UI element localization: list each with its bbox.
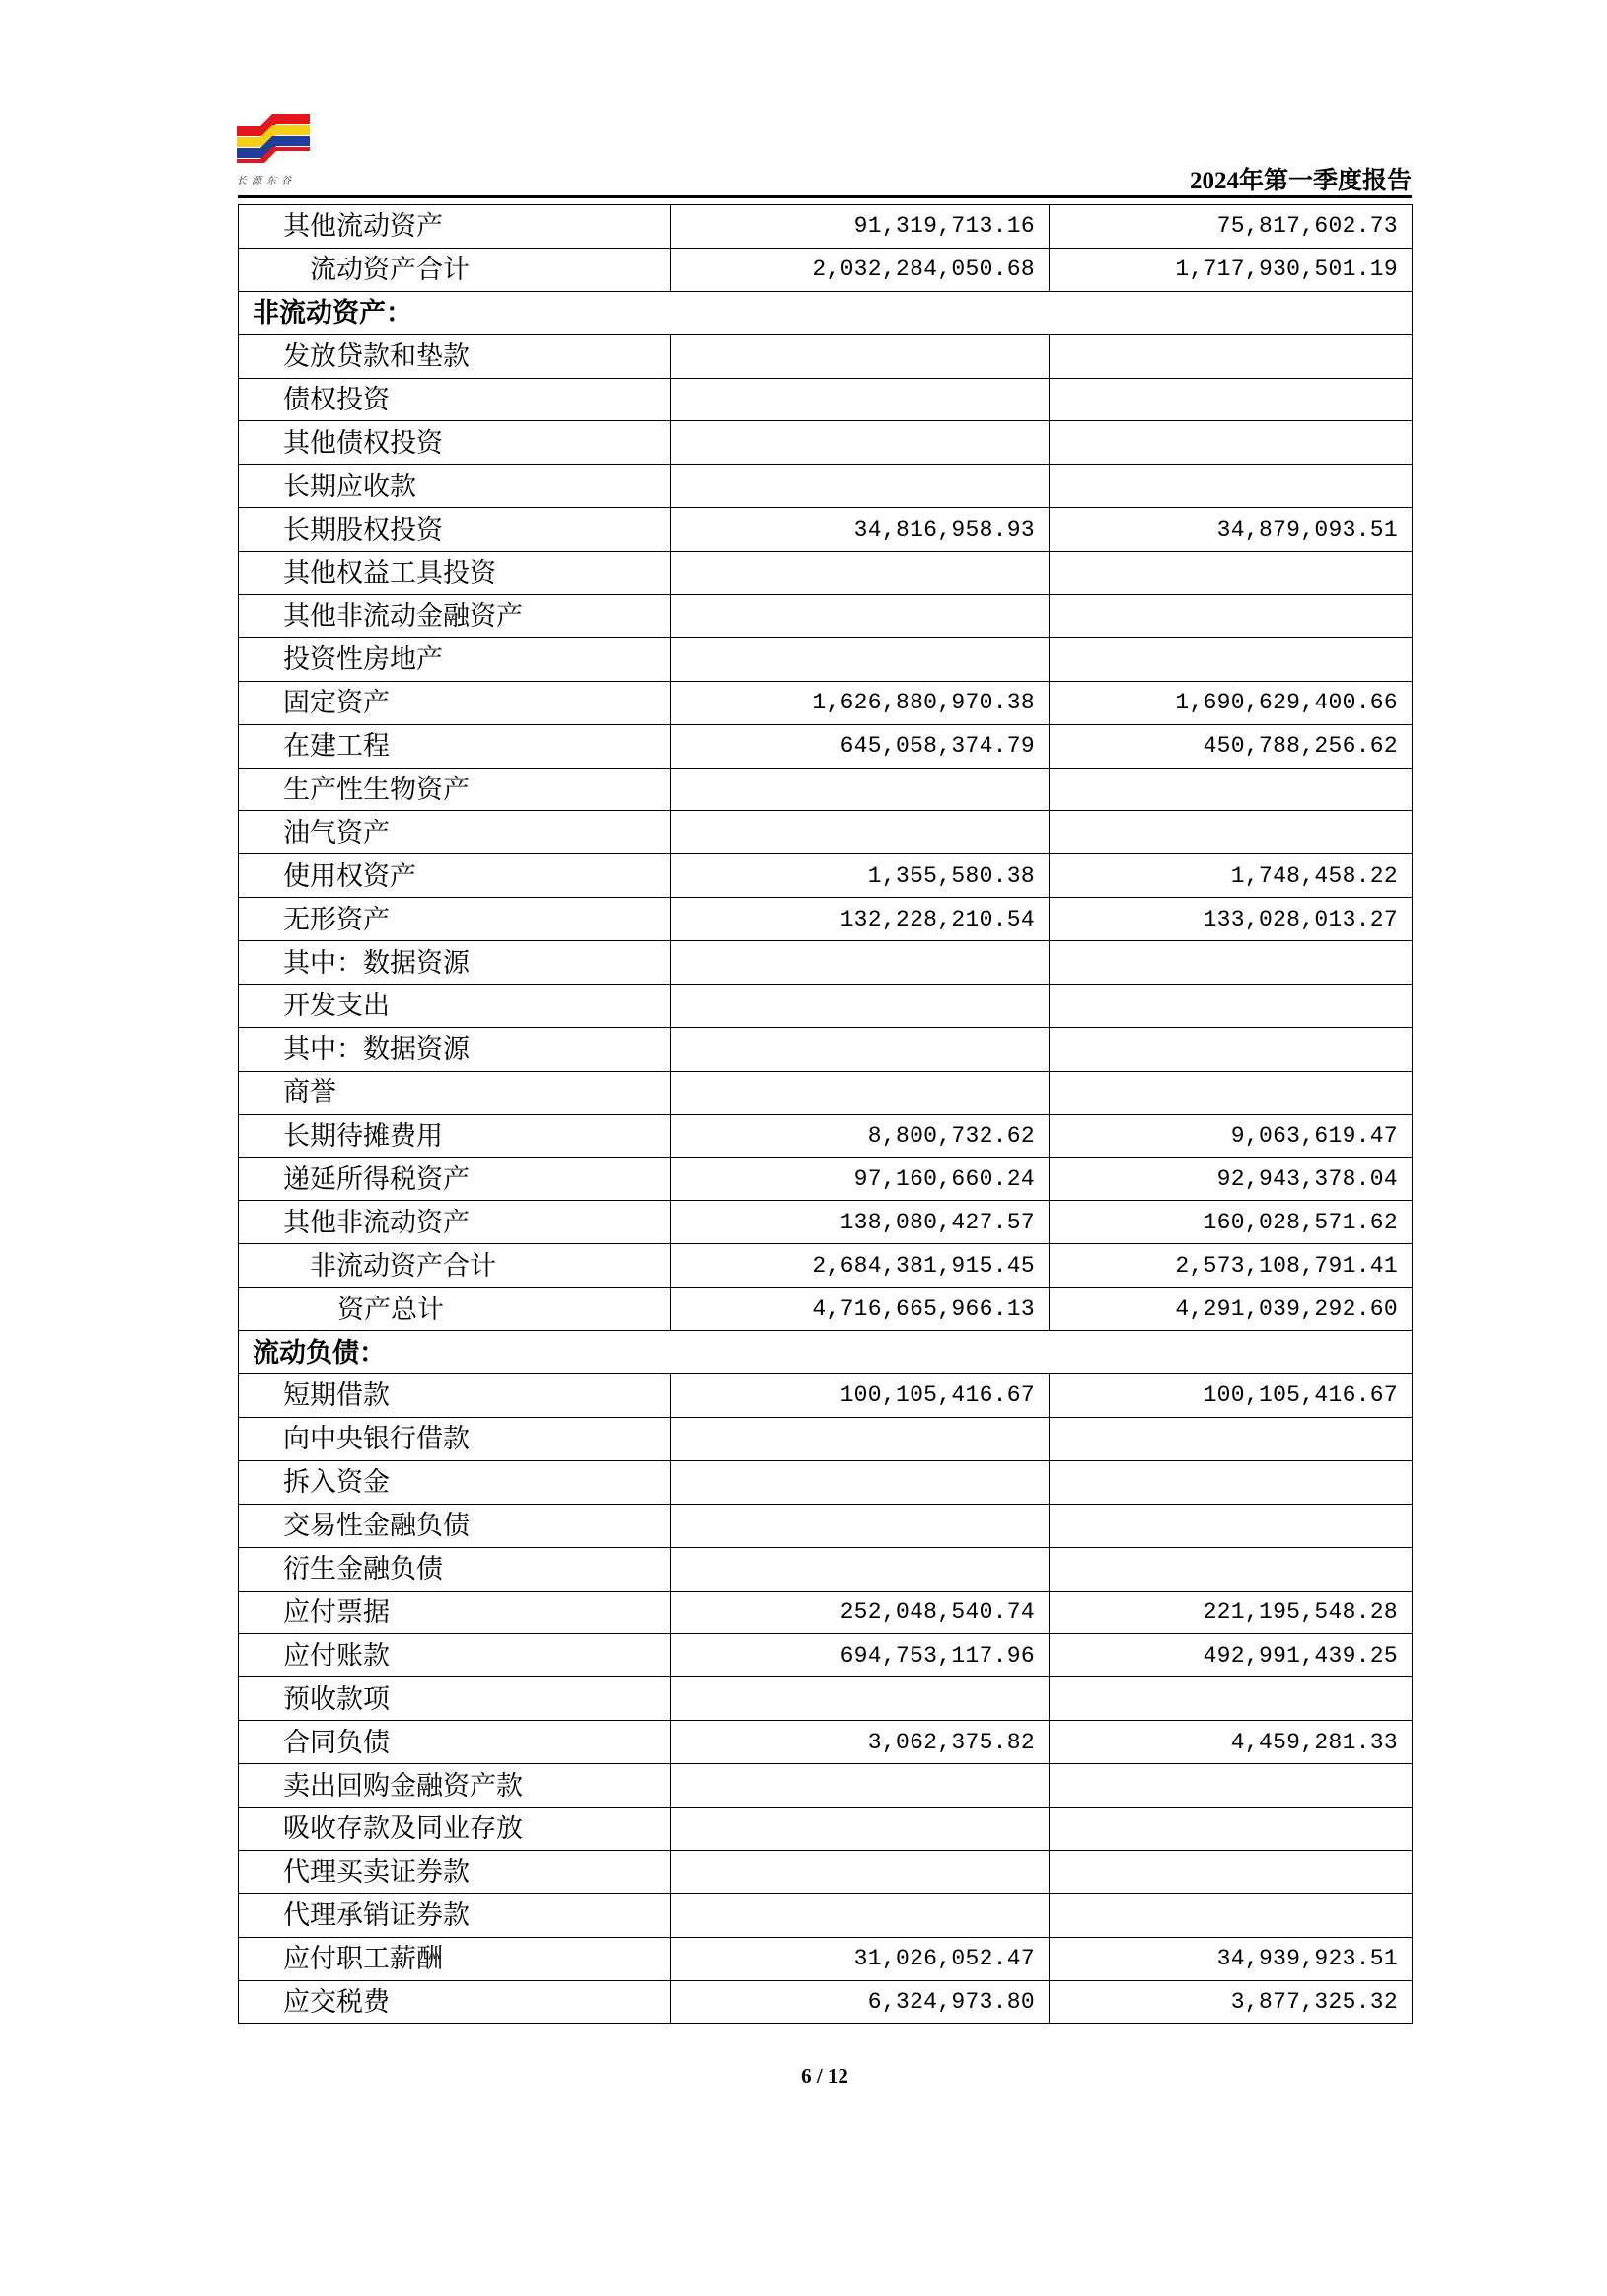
table-row xyxy=(239,465,1413,508)
item-label: 递延所得税资产 xyxy=(239,1157,671,1201)
item-label: 其他债权投资 xyxy=(239,421,671,465)
item-label: 投资性房地产 xyxy=(239,637,671,681)
logo-stripes-icon xyxy=(237,111,310,170)
table-row xyxy=(239,681,1413,724)
prior-period-value: 34,879,093.51 xyxy=(1050,508,1413,552)
current-period-value: 2,032,284,050.68 xyxy=(671,248,1050,291)
table-row xyxy=(239,1071,1413,1114)
current-period-value xyxy=(671,1677,1050,1721)
current-period-value: 6,324,973.80 xyxy=(671,1980,1050,2024)
item-label: 短期借款 xyxy=(239,1374,671,1418)
current-period-value xyxy=(671,552,1050,595)
table-row xyxy=(239,378,1413,421)
prior-period-value xyxy=(1050,1850,1413,1893)
item-label: 其他非流动资产 xyxy=(239,1201,671,1244)
current-period-value: 100,105,416.67 xyxy=(671,1374,1050,1418)
current-period-value: 3,062,375.82 xyxy=(671,1721,1050,1764)
current-period-value: 8,800,732.62 xyxy=(671,1114,1050,1157)
table-row xyxy=(239,1027,1413,1071)
table-row xyxy=(239,595,1413,638)
current-period-value: 252,048,540.74 xyxy=(671,1591,1050,1634)
prior-period-value xyxy=(1050,1677,1413,1721)
current-period-value xyxy=(671,421,1050,465)
table-row xyxy=(239,205,1413,249)
current-period-value xyxy=(671,1460,1050,1504)
item-label: 合同负债 xyxy=(239,1721,671,1764)
prior-period-value: 4,291,039,292.60 xyxy=(1050,1288,1413,1331)
current-period-value xyxy=(671,1027,1050,1071)
prior-period-value xyxy=(1050,465,1413,508)
header-divider xyxy=(238,195,1412,198)
table-row xyxy=(239,898,1413,941)
prior-period-value: 92,943,378.04 xyxy=(1050,1157,1413,1201)
current-period-value xyxy=(671,334,1050,378)
current-period-value xyxy=(671,595,1050,638)
current-period-value: 34,816,958.93 xyxy=(671,508,1050,552)
item-label: 拆入资金 xyxy=(239,1460,671,1504)
current-period-value xyxy=(671,941,1050,985)
table-row xyxy=(239,1157,1413,1201)
current-period-value xyxy=(671,1417,1050,1460)
table-row xyxy=(239,1114,1413,1157)
current-period-value xyxy=(671,1071,1050,1114)
table-row xyxy=(239,1547,1413,1591)
table-row xyxy=(239,811,1413,854)
table-row xyxy=(239,854,1413,898)
table-row xyxy=(239,985,1413,1028)
prior-period-value xyxy=(1050,1504,1413,1547)
current-period-value: 138,080,427.57 xyxy=(671,1201,1050,1244)
prior-period-value: 160,028,571.62 xyxy=(1050,1201,1413,1244)
item-label: 长期待摊费用 xyxy=(239,1114,671,1157)
item-label: 资产总计 xyxy=(239,1288,671,1331)
table-row xyxy=(239,1201,1413,1244)
table-row xyxy=(239,1504,1413,1547)
current-period-value xyxy=(671,1893,1050,1937)
balance-sheet-body xyxy=(239,205,1413,2024)
table-row xyxy=(239,1807,1413,1850)
item-label: 无形资产 xyxy=(239,898,671,941)
current-period-value: 91,319,713.16 xyxy=(671,205,1050,249)
table-row xyxy=(239,1893,1413,1937)
current-period-value xyxy=(671,637,1050,681)
current-period-value: 1,626,880,970.38 xyxy=(671,681,1050,724)
prior-period-value xyxy=(1050,378,1413,421)
prior-period-value: 75,817,602.73 xyxy=(1050,205,1413,249)
table-row xyxy=(239,768,1413,811)
prior-period-value xyxy=(1050,334,1413,378)
subtotal-row xyxy=(239,248,1413,291)
item-label: 其他流动资产 xyxy=(239,205,671,249)
report-title: 2024年第一季度报告 xyxy=(1189,168,1412,194)
table-row xyxy=(239,552,1413,595)
prior-period-value xyxy=(1050,985,1413,1028)
current-period-value xyxy=(671,1850,1050,1893)
page-number: 6 / 12 xyxy=(801,2064,848,2088)
current-period-value xyxy=(671,1764,1050,1808)
item-label: 代理承销证券款 xyxy=(239,1893,671,1937)
item-label: 长期股权投资 xyxy=(239,508,671,552)
item-label: 应付职工薪酬 xyxy=(239,1937,671,1980)
item-label: 应交税费 xyxy=(239,1980,671,2024)
item-label: 卖出回购金融资产款 xyxy=(239,1764,671,1808)
item-label: 其他权益工具投资 xyxy=(239,552,671,595)
section-label: 非流动资产： xyxy=(239,291,1413,334)
item-label: 商誉 xyxy=(239,1071,671,1114)
prior-period-value: 1,748,458.22 xyxy=(1050,854,1413,898)
item-label: 向中央银行借款 xyxy=(239,1417,671,1460)
prior-period-value: 450,788,256.62 xyxy=(1050,724,1413,768)
item-label: 债权投资 xyxy=(239,378,671,421)
item-label: 长期应收款 xyxy=(239,465,671,508)
prior-period-value: 4,459,281.33 xyxy=(1050,1721,1413,1764)
table-row xyxy=(239,724,1413,768)
prior-period-value xyxy=(1050,421,1413,465)
current-period-value xyxy=(671,1504,1050,1547)
prior-period-value xyxy=(1050,768,1413,811)
item-label: 应付账款 xyxy=(239,1634,671,1677)
item-label: 非流动资产合计 xyxy=(239,1244,671,1288)
item-label: 吸收存款及同业存放 xyxy=(239,1807,671,1850)
item-label: 在建工程 xyxy=(239,724,671,768)
current-period-value: 132,228,210.54 xyxy=(671,898,1050,941)
section-label: 流动负债： xyxy=(239,1331,1413,1374)
prior-period-value xyxy=(1050,1893,1413,1937)
current-period-value: 31,026,052.47 xyxy=(671,1937,1050,1980)
current-period-value: 694,753,117.96 xyxy=(671,1634,1050,1677)
item-label: 油气资产 xyxy=(239,811,671,854)
table-row xyxy=(239,1591,1413,1634)
current-period-value: 645,058,374.79 xyxy=(671,724,1050,768)
table-row xyxy=(239,1764,1413,1808)
prior-period-value xyxy=(1050,1417,1413,1460)
company-logo xyxy=(237,111,316,187)
prior-period-value: 1,690,629,400.66 xyxy=(1050,681,1413,724)
item-label: 其中：数据资源 xyxy=(239,1027,671,1071)
table-row xyxy=(239,421,1413,465)
table-row xyxy=(239,1721,1413,1764)
prior-period-value xyxy=(1050,941,1413,985)
table-row xyxy=(239,637,1413,681)
prior-period-value: 3,877,325.32 xyxy=(1050,1980,1413,2024)
prior-period-value xyxy=(1050,1460,1413,1504)
current-period-value xyxy=(671,811,1050,854)
current-period-value xyxy=(671,1807,1050,1850)
current-period-value xyxy=(671,465,1050,508)
prior-period-value: 492,991,439.25 xyxy=(1050,1634,1413,1677)
prior-period-value xyxy=(1050,1071,1413,1114)
prior-period-value xyxy=(1050,1764,1413,1808)
prior-period-value xyxy=(1050,552,1413,595)
item-label: 衍生金融负债 xyxy=(239,1547,671,1591)
item-label: 开发支出 xyxy=(239,985,671,1028)
prior-period-value xyxy=(1050,1027,1413,1071)
table-row xyxy=(239,1937,1413,1980)
table-row xyxy=(239,334,1413,378)
prior-period-value: 34,939,923.51 xyxy=(1050,1937,1413,1980)
table-row xyxy=(239,1850,1413,1893)
logo-lettering: 长源东谷 xyxy=(237,176,296,186)
current-period-value: 2,684,381,915.45 xyxy=(671,1244,1050,1288)
prior-period-value xyxy=(1050,595,1413,638)
total-row xyxy=(239,1288,1413,1331)
item-label: 代理买卖证券款 xyxy=(239,1850,671,1893)
item-label: 其他非流动金融资产 xyxy=(239,595,671,638)
prior-period-value xyxy=(1050,1807,1413,1850)
prior-period-value: 9,063,619.47 xyxy=(1050,1114,1413,1157)
prior-period-value: 2,573,108,791.41 xyxy=(1050,1244,1413,1288)
section-header-row xyxy=(239,1331,1413,1374)
current-period-value xyxy=(671,768,1050,811)
prior-period-value: 221,195,548.28 xyxy=(1050,1591,1413,1634)
table-row xyxy=(239,1634,1413,1677)
current-period-value: 4,716,665,966.13 xyxy=(671,1288,1050,1331)
table-row xyxy=(239,1417,1413,1460)
item-label: 交易性金融负债 xyxy=(239,1504,671,1547)
prior-period-value xyxy=(1050,637,1413,681)
prior-period-value: 133,028,013.27 xyxy=(1050,898,1413,941)
table-row xyxy=(239,1980,1413,2024)
current-period-value: 97,160,660.24 xyxy=(671,1157,1050,1201)
item-label: 固定资产 xyxy=(239,681,671,724)
table-row xyxy=(239,1460,1413,1504)
item-label: 使用权资产 xyxy=(239,854,671,898)
prior-period-value xyxy=(1050,811,1413,854)
current-period-value xyxy=(671,378,1050,421)
prior-period-value: 1,717,930,501.19 xyxy=(1050,248,1413,291)
item-label: 其中：数据资源 xyxy=(239,941,671,985)
item-label: 应付票据 xyxy=(239,1591,671,1634)
section-header-row xyxy=(239,291,1413,334)
table-row xyxy=(239,1677,1413,1721)
current-period-value xyxy=(671,985,1050,1028)
balance-sheet-table xyxy=(238,204,1413,2024)
item-label: 流动资产合计 xyxy=(239,248,671,291)
item-label: 预收款项 xyxy=(239,1677,671,1721)
current-period-value: 1,355,580.38 xyxy=(671,854,1050,898)
item-label: 生产性生物资产 xyxy=(239,768,671,811)
table-row xyxy=(239,1374,1413,1418)
prior-period-value: 100,105,416.67 xyxy=(1050,1374,1413,1418)
table-row xyxy=(239,508,1413,552)
item-label: 发放贷款和垫款 xyxy=(239,334,671,378)
subtotal-row xyxy=(239,1244,1413,1288)
table-row xyxy=(239,941,1413,985)
current-period-value xyxy=(671,1547,1050,1591)
prior-period-value xyxy=(1050,1547,1413,1591)
